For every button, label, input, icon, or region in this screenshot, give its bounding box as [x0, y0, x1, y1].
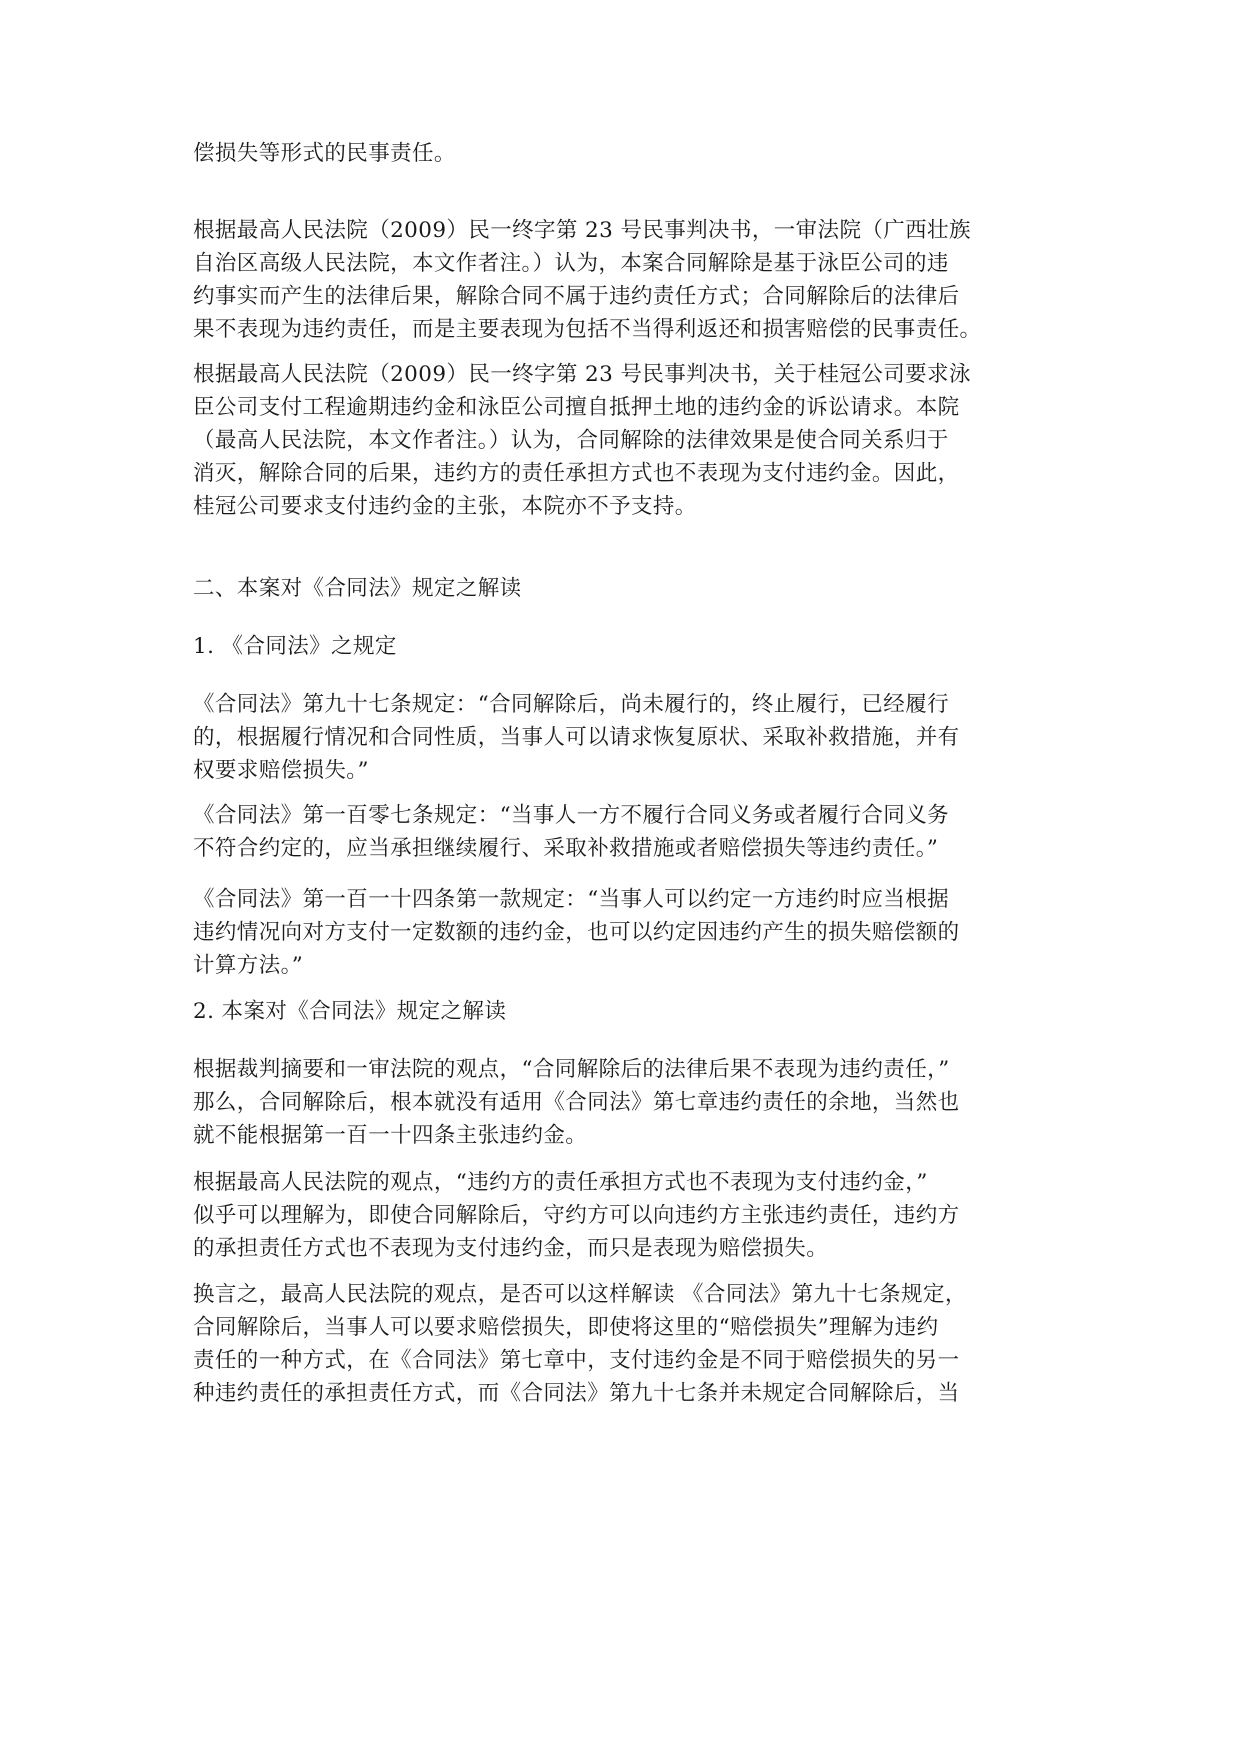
paragraph-7 [193, 1053, 1055, 1152]
subsection-heading-1: 1. 《合同法》之规定 [193, 634, 397, 659]
text-line: 责任的一种方式，在《合同法》第七章中，支付违约金是不同于赔偿损失的另一 [193, 1348, 960, 1373]
text-line: 约事实而产生的法律后果，解除合同不属于违约责任方式；合同解除后的法律后 [193, 284, 960, 309]
text-line: 的，根据履行情况和合同性质，当事人可以请求恢复原状、采取补救措施，并有 [193, 725, 960, 750]
text-line: 根据最高人民法院的观点，“违约方的责任承担方式也不表现为支付违约金，” [193, 1170, 928, 1195]
text-line: 偿损失等形式的民事责任。 [193, 141, 456, 166]
paragraph-2 [193, 214, 1055, 346]
text-line: 违约情况向对方支付一定数额的违约金，也可以约定因违约产生的损失赔偿额的 [193, 920, 960, 945]
text-line: 种违约责任的承担责任方式，而《合同法》第九十七条并未规定合同解除后，当 [193, 1381, 960, 1406]
text-line: 根据裁判摘要和一审法院的观点，“合同解除后的法律后果不表现为违约责任，” [193, 1057, 950, 1082]
text-line: 就不能根据第一百一十四条主张违约金。 [193, 1123, 588, 1148]
text-line: 计算方法。” [193, 953, 304, 978]
text-line: 根据最高人民法院（2009）民一终字第 23 号民事判决书，关于桂冠公司要求泳 [193, 362, 971, 387]
text-line: 臣公司支付工程逾期违约金和泳臣公司擅自抵押土地的违约金的诉讼请求。本院 [193, 395, 960, 420]
text-line: 根据最高人民法院（2009）民一终字第 23 号民事判决书，一审法院（广西壮族 [193, 218, 971, 243]
text-line: 换言之，最高人民法院的观点，是否可以这样解读 《合同法》第九十七条规定， [193, 1282, 967, 1307]
text-line: 桂冠公司要求支付违约金的主张，本院亦不予支持。 [193, 494, 697, 519]
text-line: 似乎可以理解为，即使合同解除后，守约方可以向违约方主张违约责任，违约方 [193, 1203, 960, 1228]
text-line: 那么，合同解除后，根本就没有适用《合同法》第七章违约责任的余地，当然也 [193, 1090, 960, 1115]
text-line: 《合同法》第一百一十四条第一款规定：“当事人可以约定一方违约时应当根据 [193, 887, 949, 912]
paragraph-4 [193, 688, 1055, 787]
section-heading: 二、本案对《合同法》规定之解读 [193, 576, 522, 601]
text-line: 的承担责任方式也不表现为支付违约金，而只是表现为赔偿损失。 [193, 1236, 829, 1261]
text-line: 《合同法》第九十七条规定：“合同解除后，尚未履行的，终止履行，已经履行 [193, 692, 949, 717]
paragraph-9 [193, 1278, 1055, 1410]
subsection-heading-2: 2. 本案对《合同法》规定之解读 [193, 999, 507, 1024]
paragraph-6 [193, 883, 1055, 982]
text-line: 果不表现为违约责任，而是主要表现为包括不当得利返还和损害赔偿的民事责任。 [193, 317, 982, 342]
text-line: 权要求赔偿损失。” [193, 758, 369, 783]
text-line: 自治区高级人民法院，本文作者注。）认为，本案合同解除是基于泳臣公司的违 [193, 251, 949, 276]
text-line: （最高人民法院，本文作者注。）认为，合同解除的法律效果是使合同关系归于 [193, 428, 949, 453]
text-line: 不符合约定的，应当承担继续履行、采取补救措施或者赔偿损失等违约责任。” [193, 836, 939, 861]
paragraph-1 [193, 137, 1055, 170]
text-line: 消灭，解除合同的后果，违约方的责任承担方式也不表现为支付违约金。因此， [193, 461, 960, 486]
paragraph-8 [193, 1166, 1055, 1265]
text-line: 合同解除后，当事人可以要求赔偿损失，即使将这里的“赔偿损失”理解为违约 [193, 1315, 939, 1340]
text-line: 《合同法》第一百零七条规定：“当事人一方不履行合同义务或者履行合同义务 [193, 803, 949, 828]
paragraph-3 [193, 358, 1055, 523]
paragraph-5 [193, 799, 1055, 865]
